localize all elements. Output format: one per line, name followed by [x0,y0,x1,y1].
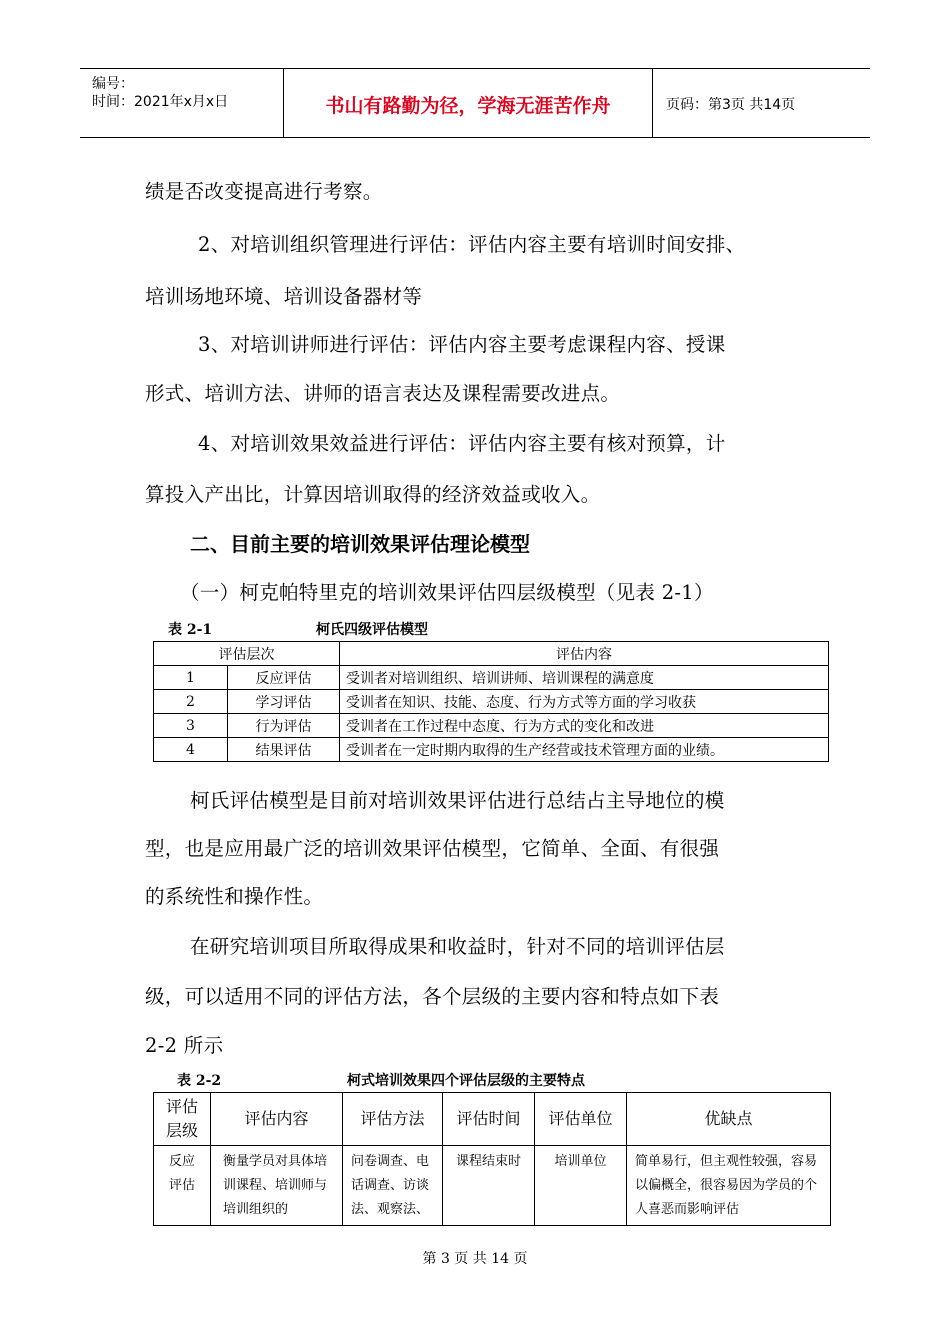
table-header-cell: 评估时间 [443,1093,535,1146]
table-row [154,666,829,690]
table-header-cell: 评估层级 [154,1093,211,1146]
header-motto: 书山有路勤为径，学海无涯苦作舟 [325,95,611,117]
table-row [154,1146,831,1226]
page-header [80,68,870,138]
paragraph-line: 3、对培训讲师进行评估：评估内容主要考虑课程内容、授课 [198,333,726,356]
table-cell: 衡量学员对具体培训课程、培训师与培训组织的 [211,1146,343,1226]
table1-caption-title: 柯氏四级评估模型 [316,622,428,638]
table-header-cell: 优缺点 [627,1093,831,1146]
paragraph-line: 4、对培训效果效益进行评估：评估内容主要有核对预算，计 [198,432,726,455]
table-cell: 简单易行，但主观性较强，容易以偏概全，很容易因为学员的个人喜恶而影响评估 [627,1146,831,1226]
paragraph-line: 在研究培训项目所取得成果和收益时，针对不同的培训评估层 [190,935,725,958]
table-cell: 4 [154,738,228,762]
table-header-cell: 评估内容 [211,1093,343,1146]
table-row [154,690,829,714]
table-cell: 反应评估 [228,666,340,690]
table-cell: 学习评估 [228,690,340,714]
table-row [154,714,829,738]
table-cell: 受训者在工作过程中态度、行为方式的变化和改进 [340,714,829,738]
table-level-characteristics [153,1092,831,1226]
table-cell: 问卷调查、电话调查、访谈法、观察法、 [343,1146,443,1226]
table-cell: 1 [154,666,228,690]
table2-caption-title: 柯式培训效果四个评估层级的主要特点 [347,1073,585,1089]
table-cell: 培训单位 [535,1146,627,1226]
doc-number-label: 编号： [92,76,134,92]
table-cell: 2 [154,690,228,714]
table-header-cell: 评估单位 [535,1093,627,1146]
table-cell: 受训者在知识、技能、态度、行为方式等方面的学习收获 [340,690,829,714]
page-footer: 第 3 页 共 14 页 [422,1251,528,1267]
table-header-cell: 评估方法 [343,1093,443,1146]
paragraph-line: 2、对培训组织管理进行评估：评估内容主要有培训时间安排、 [198,233,746,256]
table-header-cell: 评估层次 [154,642,340,666]
table-cell: 课程结束时 [443,1146,535,1226]
table-cell: 3 [154,714,228,738]
table-cell: 行为评估 [228,714,340,738]
table-cell: 反应评估 [154,1146,211,1226]
table-cell: 受训者对培训组织、培训讲师、培训课程的满意度 [340,666,829,690]
paragraph-line: 培训场地环境、培训设备器材等 [145,285,423,308]
paragraph-line: 2-2 所示 [145,1034,224,1057]
table-row [154,738,829,762]
paragraph-line: 形式、培训方法、讲师的语言表达及课程需要改进点。 [145,382,621,405]
paragraph-line: 柯氏评估模型是目前对培训效果评估进行总结占主导地位的模 [190,789,725,812]
header-meta [80,69,280,137]
table2-caption-number: 表 2-2 [177,1073,222,1089]
paragraph-line: 型，也是应用最广泛的培训效果评估模型，它简单、全面、有很强 [145,837,720,860]
table-cell: 结果评估 [228,738,340,762]
paragraph-line: 的系统性和操作性。 [145,885,324,908]
section-heading: 二、目前主要的培训效果评估理论模型 [190,532,530,556]
header-page-info: 页码：第3页 共14页 [666,97,796,113]
subsection-heading: （一）柯克帕特里克的培训效果评估四层级模型（见表 2-1） [180,581,714,604]
table-header-cell: 评估内容 [340,642,829,666]
paragraph-line: 绩是否改变提高进行考察。 [145,180,383,203]
table-cell: 受训者在一定时期内取得的生产经营或技术管理方面的业绩。 [340,738,829,762]
table-kirkpatrick-model [153,641,829,762]
doc-time-label: 时间：2021年x月x日 [92,94,229,110]
paragraph-line: 级，可以适用不同的评估方法，各个层级的主要内容和特点如下表 [145,985,720,1008]
paragraph-line: 算投入产出比，计算因培训取得的经济效益或收入。 [145,483,601,506]
header-divider [652,69,653,137]
table-header-row [154,642,829,666]
table-header-row [154,1093,831,1146]
table1-caption-number: 表 2-1 [168,622,213,638]
